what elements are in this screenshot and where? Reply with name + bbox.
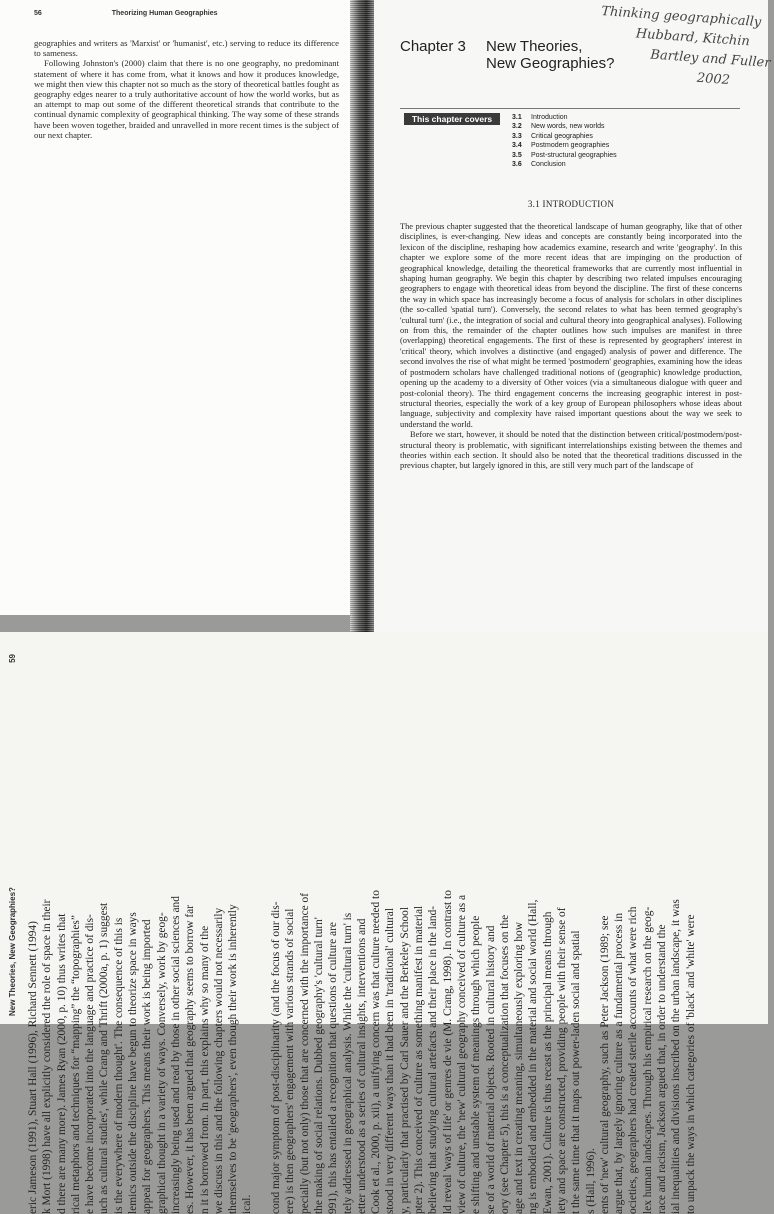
- bottom-text-line: ocieties, geographers had created sterile accounts of what were rich: [627, 906, 640, 1214]
- left-page-header: [34, 10, 346, 17]
- bottom-page: [0, 632, 768, 1214]
- bottom-text-line: d there are many more). James Ryan (2000, p. 10) thus writes that: [55, 913, 68, 1214]
- bottom-text-line: lemics outside the discipline have begun to theorize space in ways: [127, 912, 140, 1214]
- contents-item: 3.6 Conclusion: [512, 161, 566, 169]
- chapter-label: Chapter 3: [400, 38, 466, 55]
- chapter-covers-box: [400, 108, 740, 175]
- bottom-text-line: eric Jameson (1991), Stuart Hall (1996), Richard Sennett (1994): [27, 921, 39, 1214]
- bottom-text-line: stood in very different ways than it had been in 'traditional' cultural: [384, 908, 397, 1214]
- bottom-text-line: ng is embodied and embedded in the material and social world (Hall,: [527, 899, 540, 1214]
- contents-item: 3.1 Introduction: [512, 114, 568, 121]
- bottom-text-line: ents of 'new' cultural geography, such as Peter Jackson (1989; see: [598, 915, 611, 1214]
- bottom-text-line: to unpack the ways in which categories of 'black' and 'white' were: [684, 914, 697, 1214]
- bottom-text-line: Cook et al., 2000, p. xii), a unifying concern was that culture needed to: [370, 890, 383, 1214]
- bottom-text-line: cond major symptom of post-disciplinarity (and the focus of our dis-: [270, 901, 283, 1214]
- bottom-text-line: graphical thought in a variety of ways. Conversely, work by geog-: [155, 912, 168, 1214]
- bottom-text-line: increasingly being used and read by those in other social sciences and: [169, 896, 182, 1214]
- bottom-text-line: e shifting and unstable system of meanings through which people: [470, 915, 483, 1214]
- bottom-text-line: argue that, by largely ignoring culture as a fundamental process in: [613, 912, 626, 1214]
- chapter-contents-list: [512, 113, 617, 169]
- bottom-text-line: themselves to be 'geographers', even though their work is inherently: [227, 904, 240, 1214]
- bottom-text-line: age and text in creating meaning, simultaneously exploring how: [513, 922, 526, 1214]
- contents-item: 3.4 Postmodern geographies: [512, 142, 610, 150]
- bottom-text-line: s (Hall, 1996).: [584, 1148, 597, 1214]
- chapter-covers-label: This chapter covers: [404, 113, 500, 125]
- bottom-text-line: the making of social relations. Dubbed geography's 'cultural turn': [312, 917, 325, 1214]
- bottom-text-line: believing that studying cultural artefacts and their place in the land-: [427, 905, 440, 1214]
- handwritten-line: 2002: [696, 70, 731, 89]
- handwritten-line: Bartley and Fuller: [649, 47, 771, 71]
- bottom-text-line: we discuss in this and the following chapters would not necessarily: [212, 907, 225, 1214]
- bottom-page-number: 59: [8, 654, 17, 663]
- bottom-page-header: [8, 654, 17, 1016]
- bottom-page-body: [26, 639, 698, 1214]
- bottom-text-line: ical.: [241, 1194, 254, 1214]
- section-heading: 3.1 INTRODUCTION: [527, 199, 615, 209]
- bottom-text-line: y, particularly that practised by Carl Sauer and the Berkeley School: [398, 906, 411, 1214]
- left-paragraph: geographies and writers as 'Marxist' or 'humanist', etc.) serving to reduce its difference to sameness.: [34, 38, 339, 59]
- chapter-title: [486, 38, 646, 72]
- bottom-text-line: race and racism, Jackson argued that, in order to understand the: [656, 924, 669, 1214]
- bottom-text-line: ial inequalities and divisions inscribed on the urban landscape, it was: [670, 899, 683, 1214]
- bottom-text-line: view of culture, the 'new' cultural geography conceived of culture as a: [455, 894, 468, 1214]
- bottom-text-line: rical metaphors and techniques for “mapping” the “topographies”: [69, 915, 82, 1214]
- bottom-text-line: lex human landscapes. Through his empirical research on the geog-: [641, 906, 654, 1214]
- right-paragraph: Before we start, however, it should be noted that the distinction between critical/postmodern/post-structural theory is problematic, with significant interrelationships existing between the themes and theories within each section. It should also be noted that the theoretical traditions discussed in the previous chapter, but largely ignored in this, are still very much part of the landscape of: [400, 430, 742, 471]
- contents-item: 3.3 Critical geographies: [512, 132, 593, 140]
- bottom-running-head: New Theories, New Geographies?: [8, 887, 17, 1016]
- handwritten-line: Hubbard, Kitchin: [635, 26, 751, 50]
- contents-item: 3.5 Post-structural geographies: [512, 151, 617, 159]
- right-page: [374, 0, 771, 632]
- bottom-text-line: [255, 639, 269, 1214]
- bottom-text-line: se of a world of material objects. Rooted in cultural history and: [484, 925, 497, 1214]
- bottom-text-line: iety and space are constructed, providing people with their sense of: [555, 907, 568, 1214]
- bottom-text-line: pter 2). This conceived of culture as something manifest in material: [413, 905, 426, 1214]
- bottom-text-line: etter understood as a series of cultural insights, interventions and: [355, 918, 368, 1214]
- contents-item: 3.2 New words, new worlds: [512, 123, 605, 131]
- bottom-text-line: ld reveal 'ways of life' or genres de vie (M. Crang, 1998). In contrast to: [441, 890, 454, 1214]
- bottom-text-line: e have become incorporated into the language and practice of dis-: [84, 914, 97, 1214]
- bottom-text-line: Ewan, 2001). Culture is thus recast as the principal means through: [541, 911, 554, 1214]
- bottom-text-line: ere) is then geographers' engagement with various strands of social: [284, 908, 297, 1214]
- bottom-text-line: es. However, it has been argued that geography seems to borrow far: [184, 905, 197, 1214]
- bottom-text-line: appeal for geographers. This means their work is being imported: [141, 919, 154, 1214]
- handwritten-line: Thinking geographically: [600, 3, 762, 31]
- left-running-head: Theorizing Human Geographies: [111, 10, 218, 17]
- chapter-title-line: New Theories,: [486, 38, 583, 55]
- chapter-title-line: New Geographies?: [486, 55, 615, 72]
- rotated-page-content: [0, 632, 768, 1214]
- bottom-text-line: pecially (but not only) those that are concerned with the importance of: [298, 892, 311, 1214]
- bottom-text-line: n it is borrowed from. In part, this explains why so many of the: [198, 925, 211, 1214]
- bottom-text-line: is the everywhere of modern thought'. The consequence of this is: [112, 917, 125, 1214]
- bottom-text-line: tely addressed in geographical analysis. While the 'cultural turn' is: [341, 912, 354, 1214]
- right-paragraph: The previous chapter suggested that the theoretical landscape of human geography, like that of other disciplines, is ever-changing. New ideas and concepts are constantly being incorporated into the lexicon of the discipline, reshaping how academics examine, research and write 'geography'. In this chapter we explore some of the more recent ideas that are impinging on the production of geographical knowledge, detailing the theoretical frameworks that are currently most influential in shaping human geography. We begin this chapter by describing two related impulses encouraging geographers to engage with theoretical ideas from beyond the discipline. The first of these concerns the way in which space has increasingly become a focus of analysis for scholars in other disciplines (the so-called 'spatial turn'). Conversely, the second relates to what has been termed geography's 'cultural turn' (i.e., the integration of social and cultural theory into geographical analyses). Following on from this, the remainder of the chapter outlines how such impulses are manifest in three (overlapping) theoretical engagements. The first of these is represented by geographers' interest in 'critical' theory, which involves a distinctive (and engaged) analysis of power and difference. The second involves the rise of what might be termed 'postmodern' geographies, examining how the ideas of postmodern scholars have challenged traditional notions of (geographic) knowledge production, opening up the academy to a diversity of Other voices (via a simultaneous dialogue with queer and post-colonial theory). The third engagement concerns the increasing geographic interest in post-structural theories, especially the work of a key group of European philosophers whose ideas about language, subjectivity and complexity have raised important questions about the way we seek to understand the world.: [400, 222, 742, 429]
- bottom-text-line: t the same time that it maps out power-laden social and spatial: [570, 930, 583, 1214]
- left-paragraph: Following Johnston's (2000) claim that there is no one geography, no predominant statement of where it has come from, what it knows and how it produces knowledge, we might then view this chapter not so much as the story of theoretical battles fought as geography edges nearer to a truly authoritative account of how the world works, but as an attempt to map out some of the different theoretical strands that contribute to the continual dynamic complexity of geographical thinking. The way some of these strands have been woven together, braided and unravelled in more recent times is the subject of our next chapter.: [34, 58, 339, 140]
- bottom-text-line: 991), this has entailed a recognition that questions of culture are: [327, 922, 340, 1214]
- left-page-body: [34, 38, 339, 140]
- bottom-text-line: ory (see Chapter 5), this is a conceptualization that focuses on the: [498, 914, 511, 1214]
- left-page: [0, 0, 356, 615]
- bottom-text-line: k Mort (1998) have all explicitly considered the role of space in their: [41, 899, 54, 1214]
- right-page-body: [400, 222, 742, 472]
- left-page-number: 56: [34, 10, 42, 17]
- bottom-text-line: uch as cultural studies', while Crang and Thrift (2000a, p. 1) suggest: [98, 902, 111, 1214]
